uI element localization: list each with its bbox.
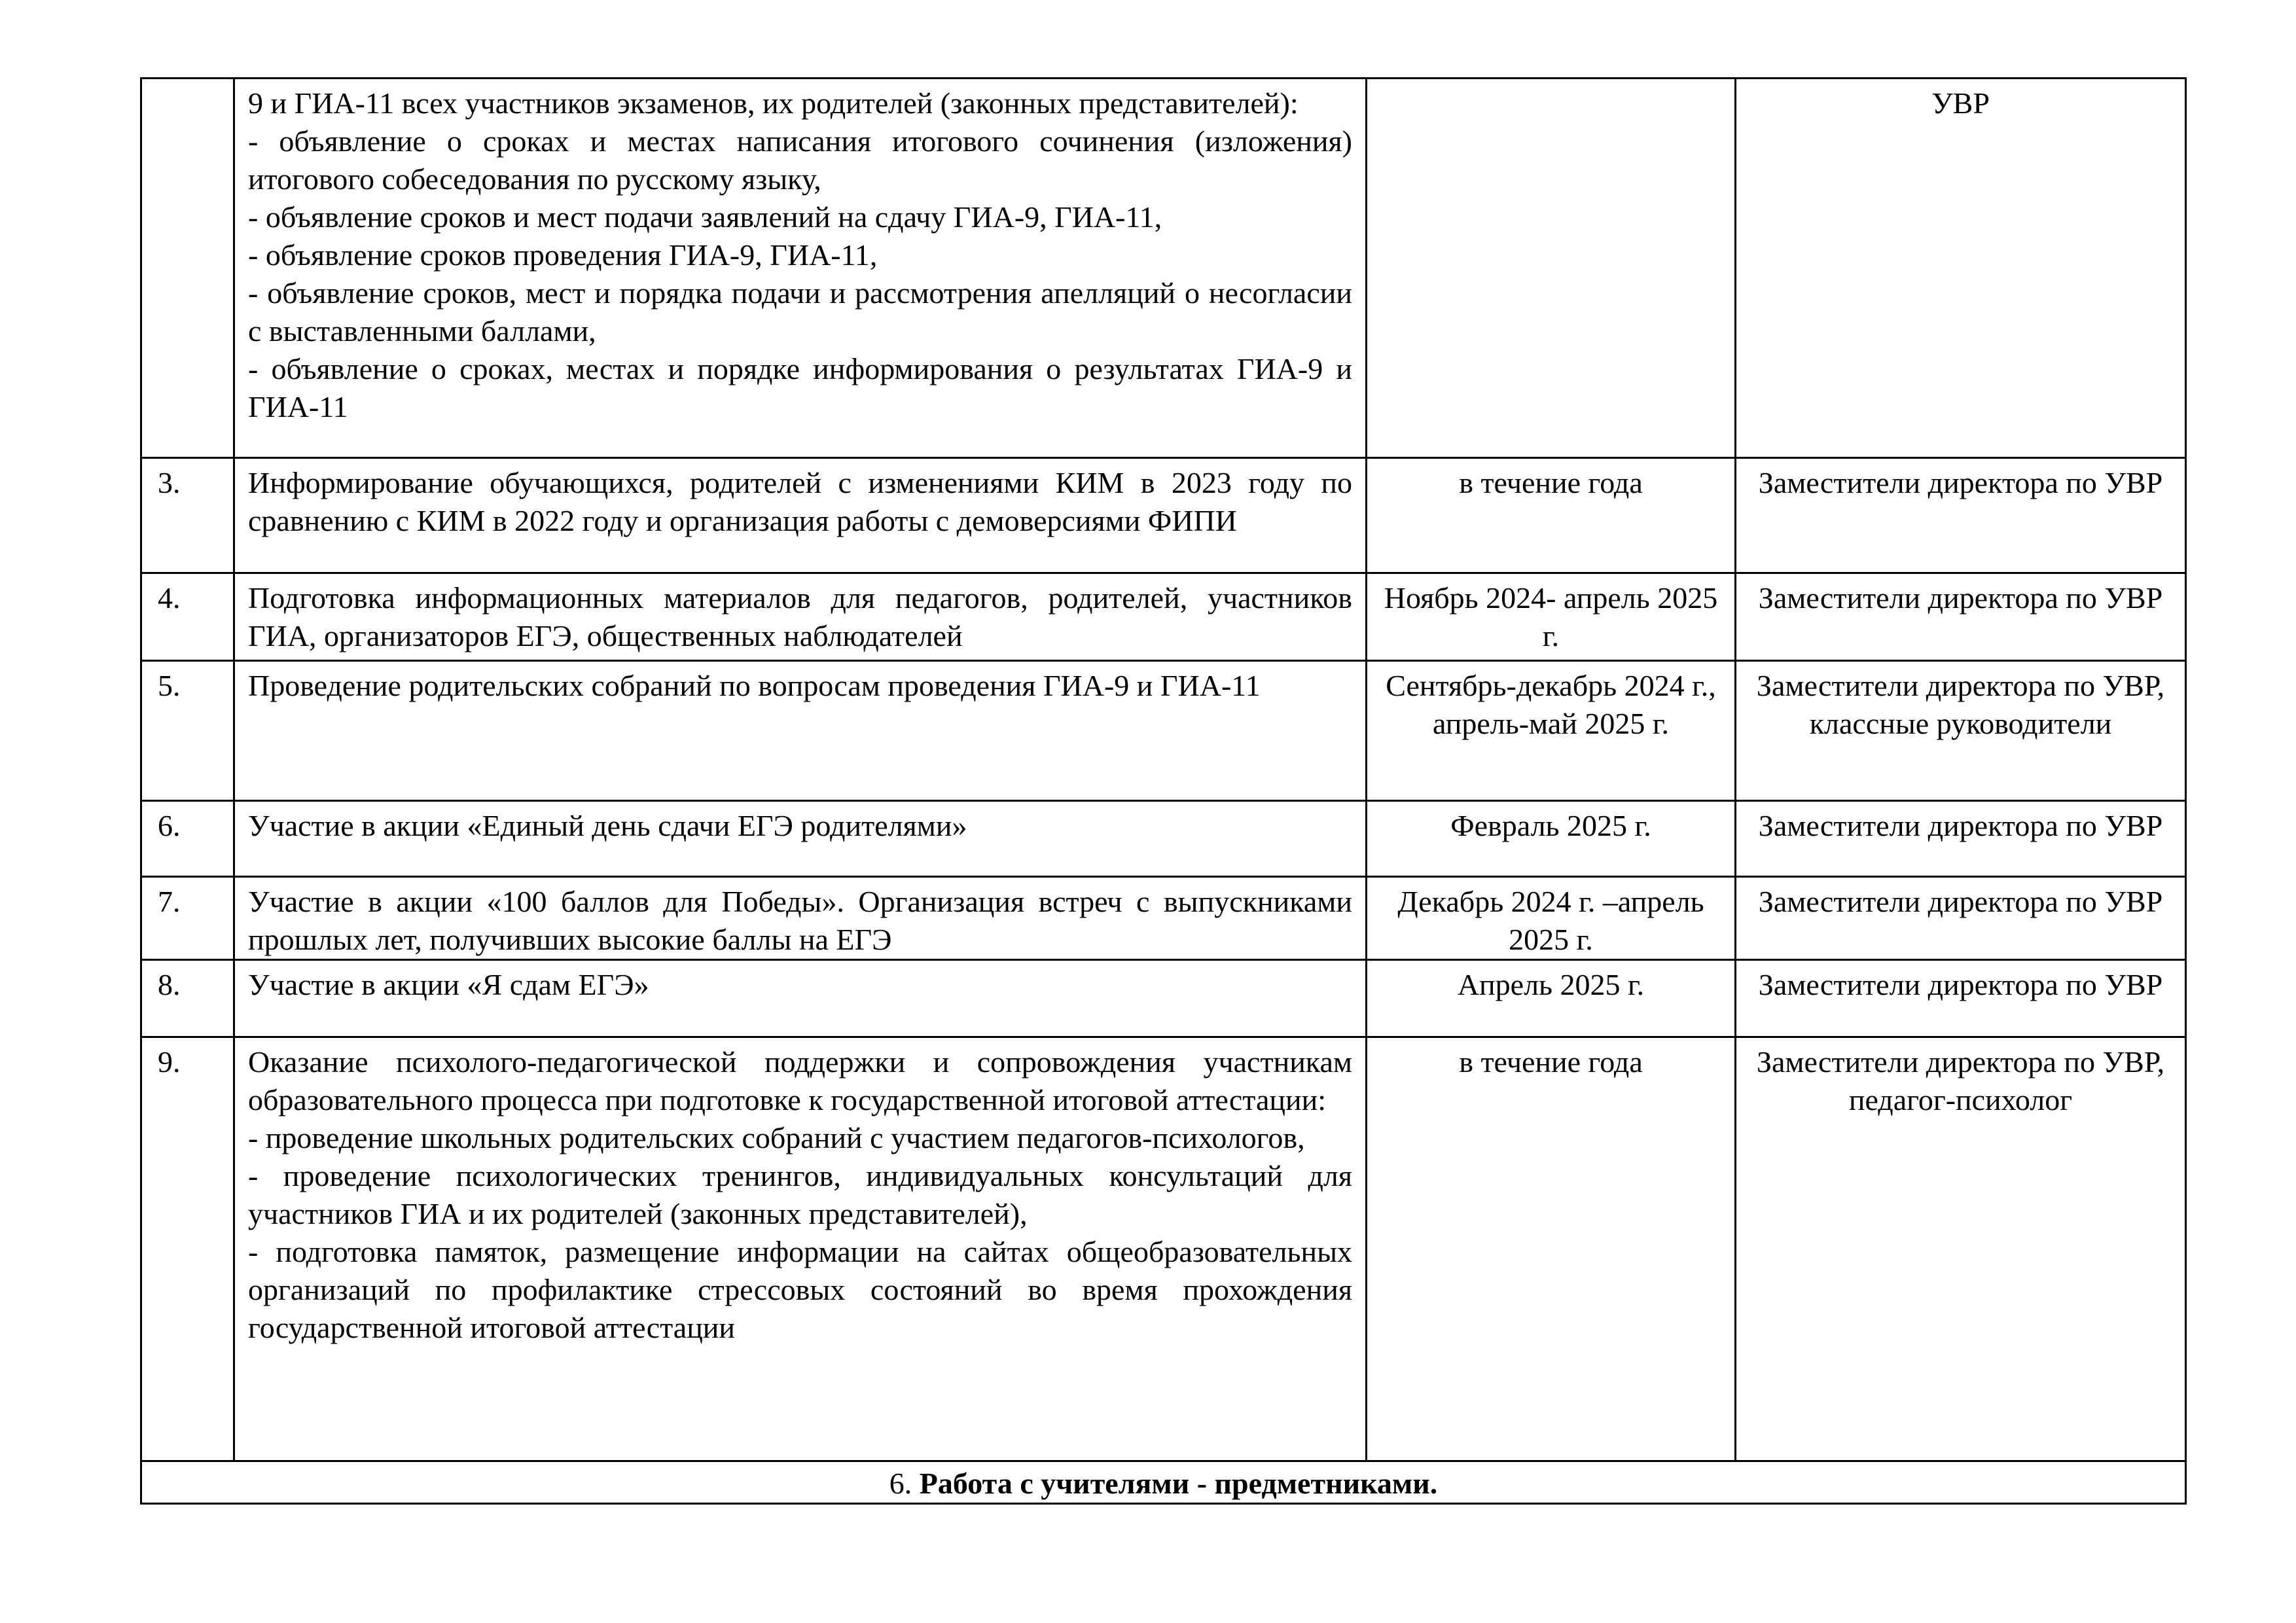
activities-table [140, 77, 2187, 1505]
table-row [141, 801, 2186, 877]
date-cell: Ноябрь 2024- апрель 2025 г. [1367, 573, 1736, 661]
activity-line: - объявление о сроках, местах и порядке информирования о результатах ГИА-9 и ГИА-11 [248, 352, 1352, 423]
date-cell: Февраль 2025 г. [1367, 801, 1736, 877]
responsible-cell: Заместители директора по УВР, педагог-психолог [1736, 1037, 2186, 1461]
table-row [141, 1037, 2186, 1461]
responsible-cell: Заместители директора по УВР [1736, 801, 2186, 877]
activity-cell: Участие в акции «Я сдам ЕГЭ» [234, 960, 1367, 1037]
activity-cell: Информирование обучающихся, родителей с изменениями КИМ в 2023 году по сравнению с КИМ в 2022 году и организация работы с демоверсиями ФИПИ [234, 458, 1367, 573]
date-cell [1367, 79, 1736, 458]
activity-cell [234, 79, 1367, 458]
activity-cell: Участие в акции «100 баллов для Победы». Организация встреч с выпускниками прошлых лет, получивших высокие баллы на ЕГЭ [234, 877, 1367, 960]
date-cell: в течение года [1367, 1037, 1736, 1461]
activity-line: - объявление сроков и мест подачи заявлений на сдачу ГИА-9, ГИА-11, [248, 200, 1162, 234]
table-row [141, 458, 2186, 573]
row-number-cell: 4. [141, 573, 234, 661]
row-number-cell: 5. [141, 661, 234, 801]
section-title: Работа с учителями - предметниками. [919, 1467, 1438, 1500]
date-line: апрель-май 2025 г. [1432, 707, 1670, 740]
table-row [141, 573, 2186, 661]
table-row [141, 960, 2186, 1037]
activity-line: - объявление о сроках и местах написания итогового сочинения (изложения) итогового собеседования по русскому языку, [248, 124, 1352, 196]
responsible-cell: Заместители директора по УВР [1736, 960, 2186, 1037]
activity-cell: Подготовка информационных материалов для педагогов, родителей, участников ГИА, организаторов ЕГЭ, общественных наблюдателей [234, 573, 1367, 661]
activity-line: - проведение школьных родительских собраний с участием педагогов-психологов, [248, 1121, 1305, 1154]
table-row [141, 877, 2186, 960]
date-cell: Декабрь 2024 г. –апрель 2025 г. [1367, 877, 1736, 960]
row-number-cell: 6. [141, 801, 234, 877]
activity-line: - проведение психологических тренингов, индивидуальных консультаций для участников ГИА и их родителей (законных представителей), [248, 1159, 1352, 1230]
responsible-cell: Заместители директора по УВР, классные руководители [1736, 661, 2186, 801]
activity-line: - подготовка памяток, размещение информации на сайтах общеобразовательных организаций по профилактике стрессовых состояний во время прохождения государственной итоговой аттестации [248, 1235, 1352, 1344]
responsible-cell: Заместители директора по УВР [1736, 877, 2186, 960]
table-row-continued [141, 79, 2186, 458]
row-number-cell: 3. [141, 458, 234, 573]
activity-cell: Проведение родительских собраний по вопросам проведения ГИА-9 и ГИА-11 [234, 661, 1367, 801]
row-number-cell: 7. [141, 877, 234, 960]
section-number: 6. [889, 1467, 920, 1500]
date-cell: в течение года [1367, 458, 1736, 573]
row-number-cell: 9. [141, 1037, 234, 1461]
responsible-cell: УВР [1736, 79, 2186, 458]
date-line: Сентябрь-декабрь 2024 г., [1386, 669, 1716, 702]
section-header-cell [141, 1461, 2186, 1504]
responsible-cell: Заместители директора по УВР [1736, 573, 2186, 661]
row-number-cell [141, 79, 234, 458]
activity-cell [234, 1037, 1367, 1461]
activity-line: - объявление сроков проведения ГИА-9, ГИА-11, [248, 238, 878, 272]
date-cell [1367, 661, 1736, 801]
responsible-cell: Заместители директора по УВР [1736, 458, 2186, 573]
activity-line: 9 и ГИА-11 всех участников экзаменов, их родителей (законных представителей): [248, 86, 1299, 120]
section-header-row [141, 1461, 2186, 1504]
row-number-cell: 8. [141, 960, 234, 1037]
activity-line: - объявление сроков, мест и порядка подачи и рассмотрения апелляций о несогласии с выставленными баллами, [248, 276, 1352, 348]
activity-cell: Участие в акции «Единый день сдачи ЕГЭ родителями» [234, 801, 1367, 877]
date-cell: Апрель 2025 г. [1367, 960, 1736, 1037]
activity-line: Оказание психолого-педагогической поддержки и сопровождения участникам образовательного процесса при подготовке к государственной итоговой аттестации: [248, 1045, 1352, 1116]
table-row [141, 661, 2186, 801]
